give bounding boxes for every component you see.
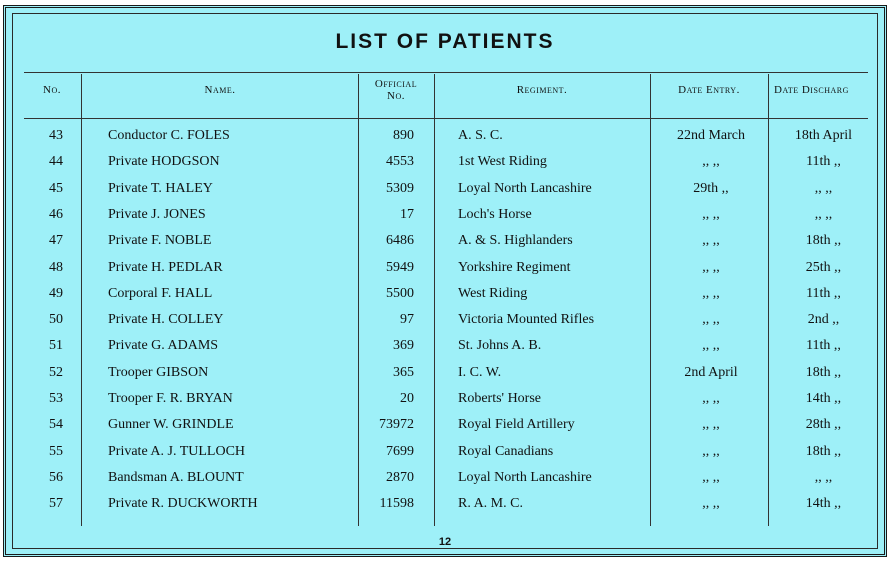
page-number: 12 [438, 536, 452, 548]
header-official-line2: No. [387, 90, 405, 102]
row-date-discharge: 11th ,, [806, 154, 841, 170]
row-name: Trooper F. R. BRYAN [108, 391, 233, 406]
row-number: 54 [49, 417, 63, 433]
header-date-entry: Date Entry. [678, 84, 740, 96]
row-official-no: 365 [393, 364, 414, 380]
row-name: Private J. JONES [108, 206, 206, 222]
row-date-entry: ,, ,, [702, 391, 720, 406]
table-row [6, 286, 886, 312]
row-date-entry: ,, ,, [702, 259, 720, 275]
row-number: 44 [49, 154, 63, 170]
row-date-discharge: 11th ,, [806, 285, 841, 301]
row-name: Private HODGSON [108, 154, 220, 170]
row-date-entry: 29th ,, [693, 180, 729, 196]
row-regiment: West Riding [458, 285, 528, 301]
row-regiment: I. C. W. [458, 364, 502, 380]
row-number: 47 [49, 233, 63, 249]
table-row [6, 470, 886, 496]
row-regiment: Loyal North Lancashire [458, 180, 592, 196]
row-regiment: A. & S. Highlanders [458, 233, 573, 249]
row-regiment: Yorkshire Regiment [458, 259, 571, 275]
row-date-entry: ,, ,, [702, 285, 720, 301]
row-date-discharge: ,, ,, [814, 180, 833, 196]
row-name: Private R. DUCKWORTH [108, 496, 258, 512]
row-name: Bandsman A. BLOUNT [108, 469, 244, 485]
table-row [6, 417, 886, 443]
row-number: 53 [49, 391, 63, 406]
table-row [6, 233, 886, 259]
row-number: 49 [49, 285, 63, 301]
row-regiment: St. Johns A. B. [458, 338, 542, 354]
row-regiment: Roberts' Horse [458, 391, 542, 406]
row-date-entry: ,, ,, [702, 206, 720, 222]
row-number: 57 [49, 496, 63, 512]
row-date-entry: ,, ,, [702, 496, 720, 512]
row-number: 46 [49, 206, 63, 222]
row-date-entry: ,, ,, [702, 469, 720, 485]
row-official-no: 20 [400, 391, 414, 406]
row-official-no: 2870 [386, 469, 414, 485]
table-row [6, 338, 886, 364]
row-regiment: A. S. C. [458, 128, 503, 143]
row-date-discharge: 18th April [794, 128, 853, 143]
table-row [6, 444, 886, 470]
row-official-no: 5949 [386, 259, 414, 275]
row-regiment: 1st West Riding [458, 154, 547, 170]
row-date-discharge: 18th ,, [805, 233, 842, 249]
row-number: 43 [49, 128, 63, 143]
row-name: Private H. COLLEY [108, 312, 224, 328]
row-regiment: R. A. M. C. [458, 496, 523, 512]
row-date-discharge: ,, ,, [814, 469, 833, 485]
row-date-entry: 22nd March [676, 128, 746, 143]
row-number: 56 [49, 469, 63, 485]
row-date-discharge: 18th ,, [805, 443, 842, 459]
row-name: Trooper GIBSON [108, 364, 209, 380]
row-date-entry: ,, ,, [702, 338, 720, 354]
table-row [6, 154, 886, 180]
row-name: Private T. HALEY [108, 180, 213, 196]
table-row [6, 260, 886, 286]
row-name: Private H. PEDLAR [108, 259, 223, 275]
row-date-discharge: 2nd ,, [807, 312, 840, 328]
row-official-no: 11598 [379, 496, 414, 512]
row-date-discharge: 11th ,, [806, 338, 841, 354]
header-top-rule [24, 72, 868, 73]
row-date-discharge: 25th ,, [805, 259, 842, 275]
table-row [6, 128, 886, 154]
table-row [6, 391, 886, 417]
row-official-no: 17 [400, 206, 414, 222]
row-official-no: 5309 [386, 180, 414, 196]
row-number: 52 [49, 364, 63, 380]
row-date-entry: ,, ,, [702, 312, 720, 328]
row-name: Corporal F. HALL [108, 285, 213, 301]
header-no: No. [43, 84, 61, 96]
row-date-entry: ,, ,, [702, 233, 720, 249]
table-row [6, 181, 886, 207]
row-official-no: 73972 [379, 417, 414, 433]
header-bottom-rule [24, 118, 868, 119]
row-official-no: 97 [400, 312, 414, 328]
row-date-entry: ,, ,, [702, 154, 720, 170]
row-date-discharge: 14th ,, [805, 496, 842, 512]
header-regiment: Regiment. [516, 84, 568, 96]
row-regiment: Victoria Mounted Rifles [458, 312, 595, 328]
row-regiment: Royal Field Artillery [458, 417, 575, 433]
table-row [6, 312, 886, 338]
row-regiment: Loch's Horse [458, 206, 532, 222]
row-name: Private A. J. TULLOCH [108, 443, 246, 459]
row-name: Gunner W. GRINDLE [108, 417, 234, 433]
row-date-discharge: 18th ,, [805, 364, 842, 380]
page-title: LIST OF PATIENTS [335, 30, 555, 53]
document-frame [3, 5, 887, 557]
table-row [6, 207, 886, 233]
row-official-no: 7699 [386, 443, 414, 459]
row-name: Private G. ADAMS [108, 338, 219, 354]
row-number: 48 [49, 259, 63, 275]
table-row [6, 365, 886, 391]
row-date-discharge: 28th ,, [805, 417, 842, 433]
row-name: Private F. NOBLE [108, 233, 212, 249]
header-date-discharge: Date Discharg [774, 84, 849, 96]
header-official-line1: Official [374, 78, 418, 90]
row-regiment: Royal Canadians [458, 443, 554, 459]
row-number: 51 [49, 338, 63, 354]
row-official-no: 4553 [386, 154, 414, 170]
row-regiment: Loyal North Lancashire [458, 469, 592, 485]
row-date-entry: ,, ,, [702, 417, 720, 433]
table-row [6, 496, 886, 522]
row-date-entry: 2nd April [684, 364, 738, 380]
row-date-entry: ,, ,, [702, 443, 720, 459]
row-date-discharge: 14th ,, [805, 391, 842, 406]
row-official-no: 369 [393, 338, 414, 354]
row-number: 45 [49, 180, 63, 196]
row-date-discharge: ,, ,, [814, 206, 833, 222]
row-official-no: 5500 [386, 285, 414, 301]
header-name: Name. [204, 84, 236, 96]
row-official-no: 890 [393, 128, 414, 143]
header-official [358, 78, 434, 102]
row-number: 50 [49, 312, 63, 328]
row-name: Conductor C. FOLES [108, 128, 230, 143]
row-number: 55 [49, 443, 63, 459]
row-official-no: 6486 [386, 233, 414, 249]
